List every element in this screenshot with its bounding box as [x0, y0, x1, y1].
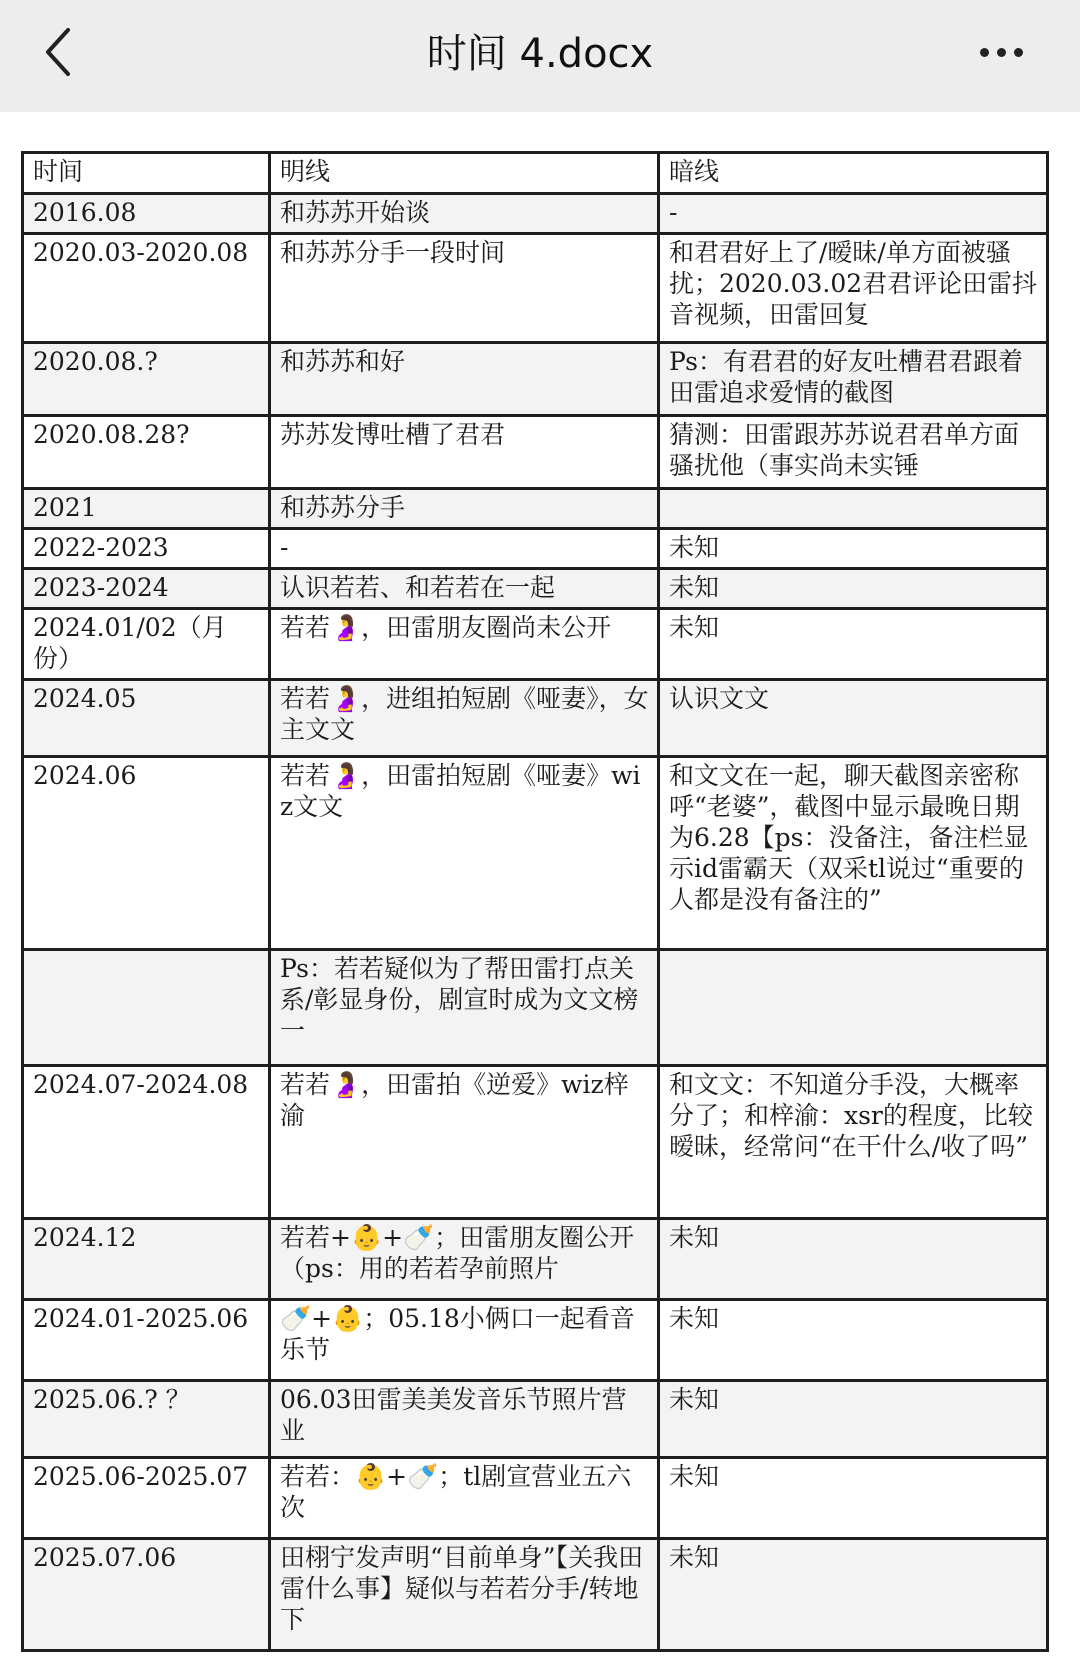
table-cell: 和苏苏和好 — [270, 343, 659, 416]
table-cell: 未知 — [659, 1458, 1048, 1539]
table-cell: 和君君好上了/暧昧/单方面被骚扰；2020.03.02君君评论田雷抖音视频，田雷回复 — [659, 234, 1048, 343]
table-cell: 2024.07-2024.08 — [23, 1066, 270, 1219]
table-row — [23, 569, 1048, 609]
table-row — [23, 1458, 1048, 1539]
table-cell: 猜测：田雷跟苏苏说君君单方面骚扰他（事实尚未实锤 — [659, 416, 1048, 489]
table-cell: 2025.07.06 — [23, 1539, 270, 1651]
table-cell — [659, 489, 1048, 529]
table-cell: 若若🤰，田雷朋友圈尚未公开 — [270, 609, 659, 680]
column-header-main-line: 明线 — [270, 153, 659, 194]
column-header-hidden-line: 暗线 — [659, 153, 1048, 194]
timeline-table — [21, 151, 1049, 1652]
table-row — [23, 1066, 1048, 1219]
table-cell: 2024.01/02（月份） — [23, 609, 270, 680]
table-row — [23, 529, 1048, 569]
table-row — [23, 343, 1048, 416]
table-cell — [23, 950, 270, 1066]
table-row — [23, 609, 1048, 680]
table-cell: 和苏苏开始谈 — [270, 194, 659, 234]
table-cell: 和苏苏分手 — [270, 489, 659, 529]
table-cell: Ps：有君君的好友吐槽君君跟着田雷追求爱情的截图 — [659, 343, 1048, 416]
top-bar — [0, 0, 1080, 112]
table-cell: 田栩宁发声明“目前单身”【关我田雷什么事】疑似与若若分手/转地下 — [270, 1539, 659, 1651]
table-row — [23, 234, 1048, 343]
table-row — [23, 1539, 1048, 1651]
table-row — [23, 950, 1048, 1066]
table-row — [23, 194, 1048, 234]
document-title: 时间 4.docx — [426, 31, 654, 77]
table-cell: 若若🤰，进组拍短剧《哑妻》，女主文文 — [270, 680, 659, 757]
table-cell: 2020.03-2020.08 — [23, 234, 270, 343]
table-cell: 2024.06 — [23, 757, 270, 950]
table-cell: - — [659, 194, 1048, 234]
table-cell: 若若：👶+🍼；tl剧宣营业五六次 — [270, 1458, 659, 1539]
table-cell: 2025.06-2025.07 — [23, 1458, 270, 1539]
table-row — [23, 416, 1048, 489]
document-body — [21, 151, 1046, 1652]
table-cell: 🍼+👶；05.18小俩口一起看音乐节 — [270, 1300, 659, 1381]
table-cell: 2020.08.28? — [23, 416, 270, 489]
table-row — [23, 489, 1048, 529]
table-cell: 若若+👶+🍼；田雷朋友圈公开（ps：用的若若孕前照片 — [270, 1219, 659, 1300]
table-cell: 06.03田雷美美发音乐节照片营业 — [270, 1381, 659, 1458]
table-cell: 未知 — [659, 1219, 1048, 1300]
table-cell: 和文文：不知道分手没，大概率分了；和梓渝：xsr的程度，比较暧昧，经常问“在干什么/收了吗” — [659, 1066, 1048, 1219]
table-cell: Ps：若若疑似为了帮田雷打点关系/彰显身份，剧宣时成为文文榜一 — [270, 950, 659, 1066]
table-cell: 未知 — [659, 1539, 1048, 1651]
table-row — [23, 1381, 1048, 1458]
table-cell: - — [270, 529, 659, 569]
table-cell: 若若🤰，田雷拍短剧《哑妻》wiz文文 — [270, 757, 659, 950]
table-header-row — [23, 153, 1048, 194]
table-cell: 未知 — [659, 529, 1048, 569]
more-options-icon[interactable] — [980, 42, 1036, 62]
table-cell: 和文文在一起，聊天截图亲密称呼“老婆”，截图中显示最晚日期为6.28【ps：没备注，备注栏显示id雷霸天（双采tl说过“重要的人都是没有备注的” — [659, 757, 1048, 950]
table-cell: 苏苏发博吐槽了君君 — [270, 416, 659, 489]
table-cell: 认识文文 — [659, 680, 1048, 757]
table-cell: 2020.08.? — [23, 343, 270, 416]
table-cell: 认识若若、和若若在一起 — [270, 569, 659, 609]
table-cell: 若若🤰，田雷拍《逆爱》wiz梓渝 — [270, 1066, 659, 1219]
table-cell: 未知 — [659, 1300, 1048, 1381]
table-cell: 2016.08 — [23, 194, 270, 234]
table-cell: 2023-2024 — [23, 569, 270, 609]
table-row — [23, 680, 1048, 757]
column-header-time: 时间 — [23, 153, 270, 194]
table-cell — [659, 950, 1048, 1066]
table-cell: 未知 — [659, 1381, 1048, 1458]
table-cell: 2022-2023 — [23, 529, 270, 569]
table-cell: 2024.01-2025.06 — [23, 1300, 270, 1381]
table-row — [23, 1300, 1048, 1381]
table-cell: 2024.12 — [23, 1219, 270, 1300]
table-cell: 和苏苏分手一段时间 — [270, 234, 659, 343]
table-row — [23, 1219, 1048, 1300]
table-cell: 2025.06.? ？ — [23, 1381, 270, 1458]
table-row — [23, 757, 1048, 950]
table-cell: 2024.05 — [23, 680, 270, 757]
table-cell: 未知 — [659, 609, 1048, 680]
table-cell: 2021 — [23, 489, 270, 529]
table-cell: 未知 — [659, 569, 1048, 609]
